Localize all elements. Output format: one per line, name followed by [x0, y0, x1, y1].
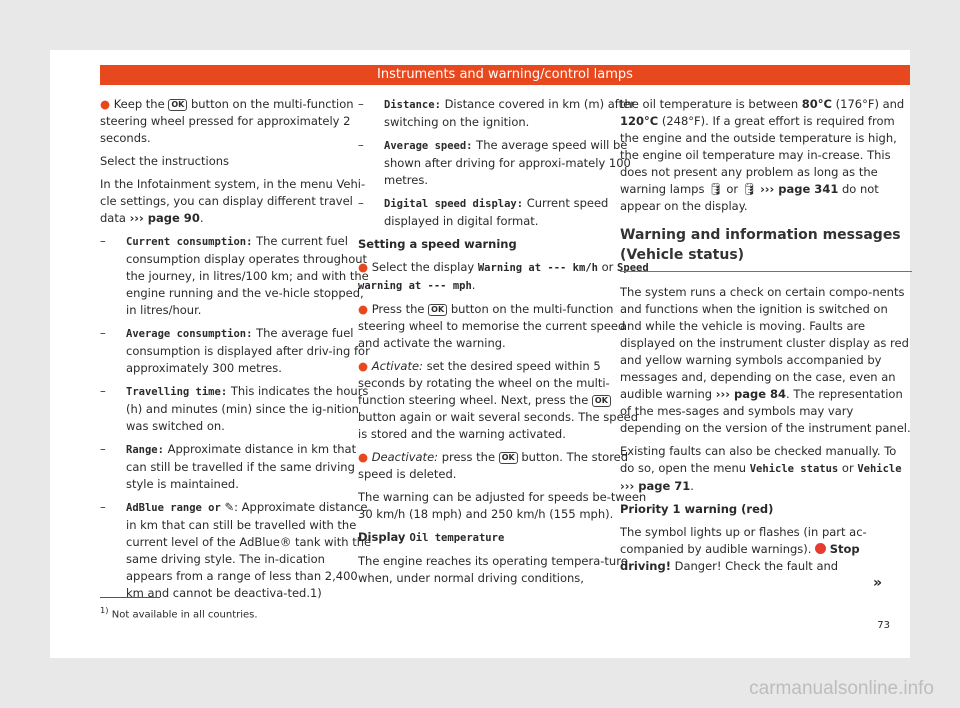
- list-item: – Average speed: The average speed will be shown after driving for approxi-mately 100 metres.: [358, 138, 631, 187]
- list-item: – Average consumption: The average fuel consumption is displayed after driv-ing for approximately 300 metres.: [100, 326, 370, 375]
- ok-button-icon: OK: [592, 395, 611, 407]
- list-item: – Range: Approximate distance in km that can still be travelled if the same driving style is maintained.: [100, 442, 357, 491]
- page-ref-link[interactable]: ››› page 90: [129, 211, 200, 225]
- page-ref-link[interactable]: ››› page 84: [715, 387, 787, 401]
- ok-button-icon: OK: [428, 304, 447, 316]
- select-heading: Select the instructions: [100, 154, 230, 168]
- adjust-paragraph: The warning can be adjusted for speeds be-tween 30 km/h (18 mph) and 250 km/h (155 mph).: [358, 490, 647, 521]
- ok-button-icon: OK: [499, 452, 518, 464]
- stop-icon: [815, 543, 826, 554]
- column-2: [358, 96, 650, 593]
- list-item: – AdBlue range or ✎: Approximate distance in km that can still be travelled with the current level of the AdBlue® tank with the same driving style. The in-dication appears from a range of less than 2,400 km and cannot be deactiva-ted.1): [100, 500, 372, 600]
- status-paragraph: The system runs a check on certain compo-nents and functions when the ignition is switched on and while the vehicle is moving. Faults are displayed on the instrument cluster display as red and yellow warning symbols accompanied by messages and, depending on the case, even an audible warning ››› page 84. The representation of the mes-sages and symbols may vary depending on the version of the instrument panel.: [620, 285, 911, 435]
- column-1: [100, 96, 372, 608]
- press-paragraph: ● Press the OK button on the multi-function steering wheel to memorise the current speed and activate the warning.: [358, 302, 626, 350]
- watermark: carmanualsonline.info: [749, 678, 934, 699]
- oil-lamp-icon: 🛢: [741, 182, 757, 196]
- page-ref-link[interactable]: ››› page 341: [760, 182, 839, 196]
- footnote: $^{1)}$ Not available in all countries.: [100, 605, 258, 621]
- continued-marker: »: [872, 575, 882, 591]
- list-item: – Current consumption: The current fuel consumption display operates throughout the journey, in litres/100 km; and with the engine running and the ve-hicle stopped, in litres/hour.: [100, 234, 369, 317]
- list-item: – Digital speed display: Current speed displayed in digital format.: [358, 196, 609, 228]
- section-title: Warning and information messages (Vehicle status): [620, 225, 912, 272]
- intro-paragraph: In the Infotainment system, in the menu Vehi-cle settings, you can display different travel data ››› page 90.: [100, 177, 366, 225]
- column-3: [620, 96, 912, 581]
- footnote-rule: [100, 597, 160, 598]
- page-header: Instruments and warning/control lamps: [100, 65, 910, 85]
- page-number: 73: [877, 620, 890, 631]
- page-ref-link[interactable]: ››› page 71: [620, 479, 691, 493]
- activate-paragraph: ● Activate: set the desired speed within 5 seconds by rotating the wheel on the multi-function steering wheel. Next, press the OK button again or wait several seconds. The speed is stored and the warning activated.: [358, 359, 639, 441]
- priority-paragraph: The symbol lights up or flashes (in part ac-companied by audible warnings). Stop driving! Danger! Check the fault and: [620, 525, 867, 573]
- oil-paragraph: The engine reaches its operating tempera-ture when, under normal driving conditions,: [358, 554, 628, 585]
- oil-continued-paragraph: the oil temperature is between 80°C (176°F) and 120°C (248°F). If a great effort is required from the engine and the outside temperature is high, the engine oil temperature may in-crease. This does not present any problem as long as the warning lamps 🛢 or 🛢 ››› page 341 do not appear on the display.: [620, 97, 905, 213]
- select-display-paragraph: ● Select the display Warning at --- km/h or Speed warning at --- mph.: [358, 260, 649, 292]
- deactivate-paragraph: ● Deactivate: press the OK button. The stored speed is deleted.: [358, 450, 629, 481]
- ok-button-icon: OK: [168, 99, 187, 111]
- priority-heading: Priority 1 warning (red): [620, 502, 774, 516]
- speed-warning-heading: Setting a speed warning: [358, 237, 517, 251]
- keep-pressed-paragraph: ● Keep the OK button on the multi-function steering wheel pressed for approximately 2 seconds.: [100, 97, 354, 145]
- oil-lamp-icon: 🛢: [708, 182, 723, 196]
- list-item: – Travelling time: This indicates the hours (h) and minutes (min) since the ig-nition was switched on.: [100, 384, 369, 433]
- list-item: – Distance: Distance covered in km (m) after switching on the ignition.: [358, 97, 635, 129]
- existing-faults-paragraph: Existing faults can also be checked manually. To do so, open the menu Vehicle status or Vehicle ››› page 71.: [620, 444, 902, 493]
- manual-page: [50, 50, 910, 658]
- oil-heading: Display Oil temperature: [358, 530, 505, 544]
- adblue-icon: ✎: [224, 500, 235, 514]
